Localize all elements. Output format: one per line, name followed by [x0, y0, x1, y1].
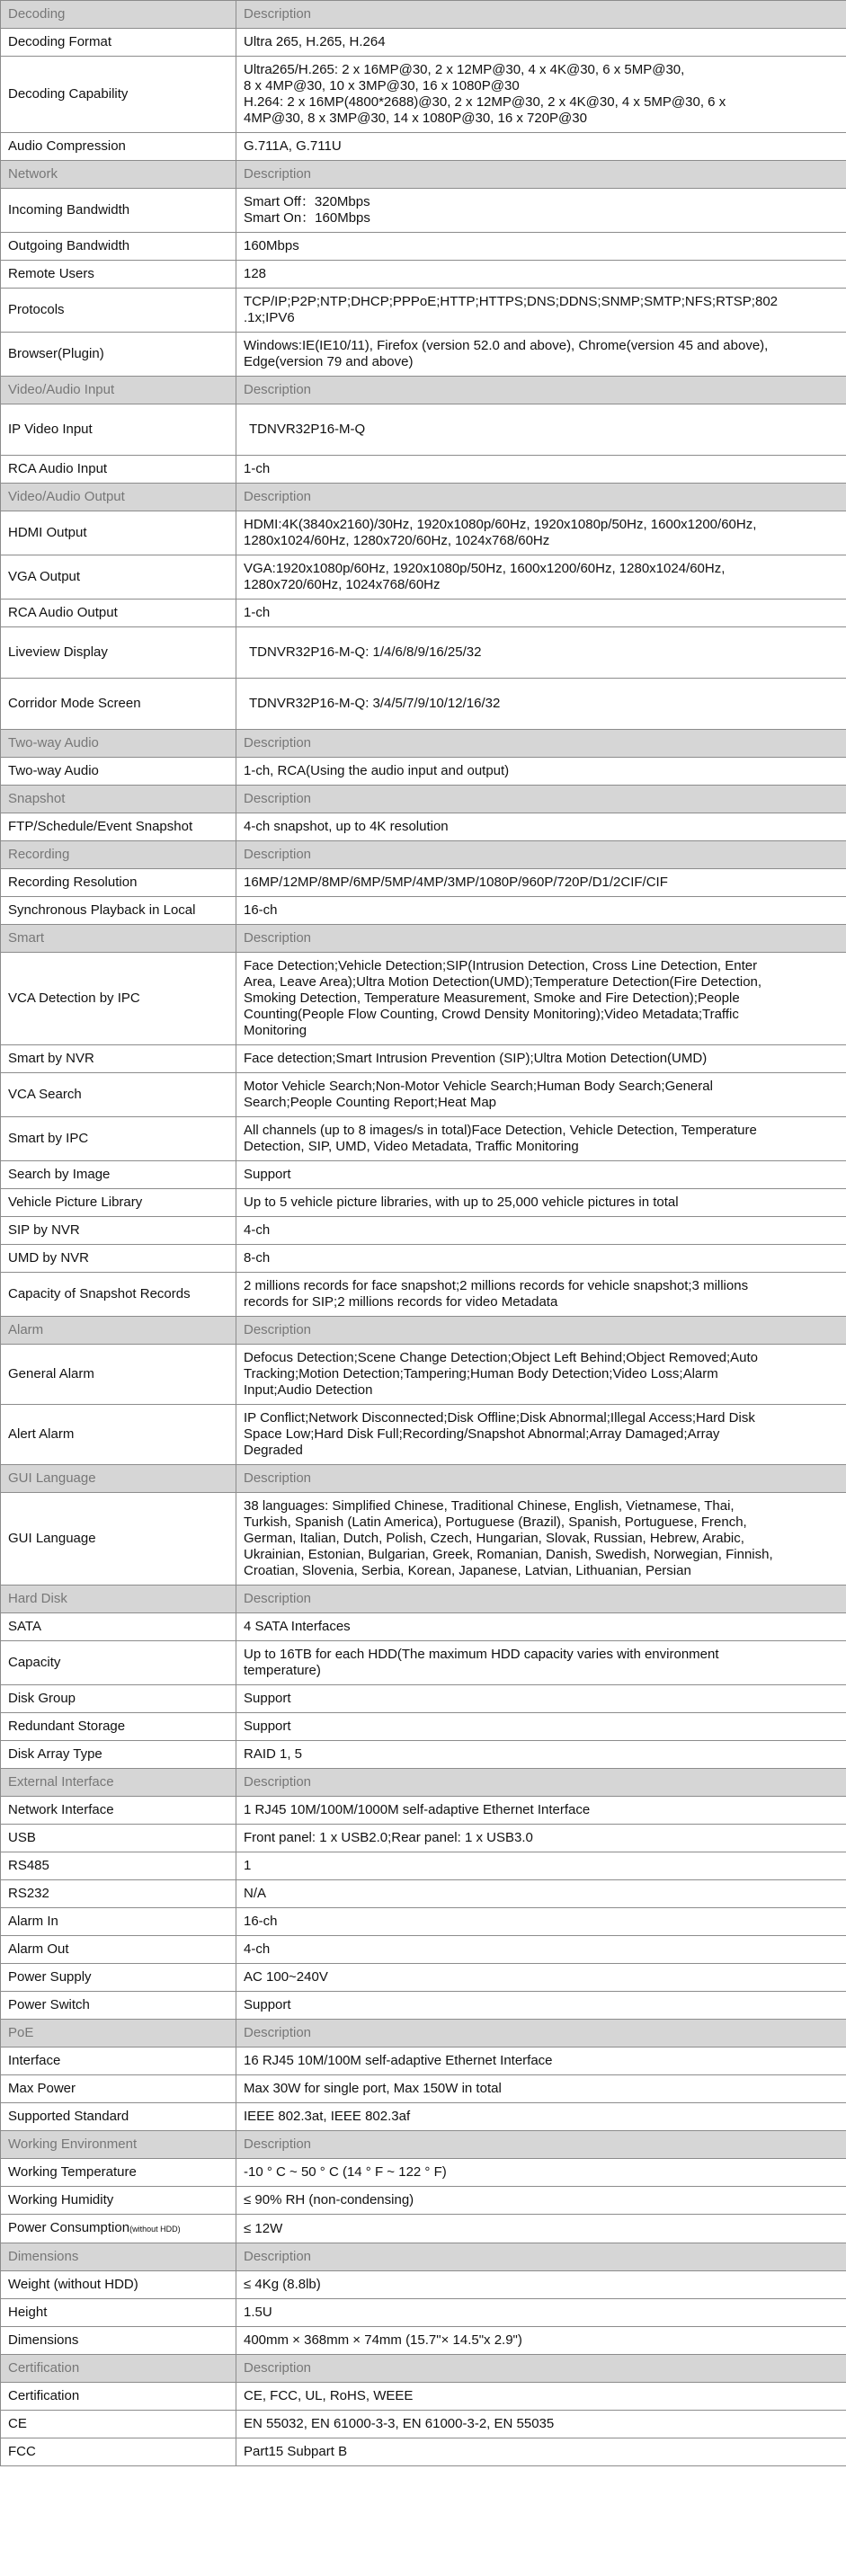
spec-value: ≤ 12W: [236, 2215, 846, 2243]
section-description-label: Description: [236, 1, 846, 29]
spec-value: Support: [236, 1685, 846, 1713]
spec-name: [1, 57, 236, 133]
spec-row: [1, 1161, 846, 1189]
spec-name: [1, 953, 236, 1045]
spec-value: 1: [236, 1852, 846, 1880]
section-title: Smart: [1, 925, 236, 953]
section-title: Decoding: [1, 1, 236, 29]
spec-name: [1, 1493, 236, 1586]
spec-name-text: Interface: [8, 2053, 61, 2068]
spec-name-text: Redundant Storage: [8, 1719, 126, 1734]
spec-value: Part15 Subpart B: [236, 2438, 846, 2466]
section-header-row: [1, 2355, 846, 2383]
spec-table-body: [1, 1, 846, 2466]
spec-name: [1, 813, 236, 841]
section-title: Hard Disk: [1, 1586, 236, 1613]
spec-name-text: Two-way Audio: [8, 763, 99, 778]
spec-value: Face Detection;Vehicle Detection;SIP(Intrusion Detection, Cross Line Detection, Enter Area, Leave Area);Ultra Motion Detection(UMD);Temperature Detection(Fire Detection, Smoking Detection, Temperature Measurement, Smoke and Fire Detection);People Counting(People Flow Counting, Crowd Density Monitoring);Video Metadata;Traffic Monitoring: [236, 953, 846, 1045]
spec-name: [1, 897, 236, 925]
spec-name-text: Capacity of Snapshot Records: [8, 1286, 191, 1301]
spec-name: [1, 1992, 236, 2020]
spec-name-text: VCA Detection by IPC: [8, 990, 140, 1006]
section-header-row: [1, 1769, 846, 1797]
spec-value: 16-ch: [236, 897, 846, 925]
spec-name: [1, 1161, 236, 1189]
spec-name: [1, 1641, 236, 1685]
spec-value: Smart Off：320Mbps Smart On：160Mbps: [236, 189, 846, 233]
spec-row: [1, 1405, 846, 1465]
spec-row: [1, 2299, 846, 2327]
spec-row: [1, 758, 846, 786]
spec-value: EN 55032, EN 61000-3-3, EN 61000-3-2, EN 55035: [236, 2411, 846, 2438]
section-description-label: Description: [236, 1317, 846, 1345]
spec-value: HDMI:4K(3840x2160)/30Hz, 1920x1080p/60Hz, 1920x1080p/50Hz, 1600x1200/60Hz, 1280x1024/60Hz, 1280x720/60Hz, 1024x768/60Hz: [236, 511, 846, 555]
section-header-row: [1, 161, 846, 189]
spec-name-text: SIP by NVR: [8, 1222, 80, 1238]
spec-name: [1, 1964, 236, 1992]
spec-name: [1, 1880, 236, 1908]
spec-value: ≤ 90% RH (non-condensing): [236, 2187, 846, 2215]
spec-row: [1, 511, 846, 555]
spec-row: [1, 1045, 846, 1073]
spec-value: 16MP/12MP/8MP/6MP/5MP/4MP/3MP/1080P/960P/720P/D1/2CIF/CIF: [236, 869, 846, 897]
spec-row: [1, 404, 846, 456]
section-header-row: [1, 1586, 846, 1613]
spec-value: Ultra265/H.265: 2 x 16MP@30, 2 x 12MP@30, 4 x 4K@30, 6 x 5MP@30, 8 x 4MP@30, 10 x 3MP@30, 16 x 1080P@30 H.264: 2 x 16MP(4800*2688)@30, 2 x 12MP@30, 2 x 4K@30, 4 x 5MP@30, 6 x 4MP@30, 8 x 3MP@30, 14 x 1080P@30, 16 x 720P@30: [236, 57, 846, 133]
spec-name: [1, 1825, 236, 1852]
spec-row: [1, 133, 846, 161]
spec-value: Windows:IE(IE10/11), Firefox (version 52.0 and above), Chrome(version 45 and above), Edge(version 79 and above): [236, 333, 846, 377]
spec-name: [1, 758, 236, 786]
spec-name: [1, 2271, 236, 2299]
spec-name-text: FTP/Schedule/Event Snapshot: [8, 819, 193, 834]
spec-name-text: RS232: [8, 1886, 49, 1901]
spec-name: [1, 1345, 236, 1405]
section-description-label: Description: [236, 1465, 846, 1493]
spec-name: [1, 1613, 236, 1641]
section-header-row: [1, 786, 846, 813]
spec-row: [1, 1741, 846, 1769]
spec-name: [1, 29, 236, 57]
spec-name-text: VGA Output: [8, 569, 81, 584]
spec-row: [1, 555, 846, 600]
spec-name-text: Search by Image: [8, 1167, 111, 1182]
spec-name-text: Alert Alarm: [8, 1426, 75, 1442]
spec-name: [1, 2159, 236, 2187]
section-title: External Interface: [1, 1769, 236, 1797]
section-title: Video/Audio Output: [1, 484, 236, 511]
spec-value: Max 30W for single port, Max 150W in total: [236, 2075, 846, 2103]
spec-row: [1, 333, 846, 377]
section-title: Dimensions: [1, 2243, 236, 2271]
section-description-label: Description: [236, 2243, 846, 2271]
spec-row: [1, 1245, 846, 1273]
section-description-label: Description: [236, 925, 846, 953]
spec-value: 128: [236, 261, 846, 289]
spec-name: [1, 1117, 236, 1161]
spec-name-text: Alarm In: [8, 1914, 58, 1929]
spec-name-text: General Alarm: [8, 1366, 94, 1381]
spec-value: VGA:1920x1080p/60Hz, 1920x1080p/50Hz, 1600x1200/60Hz, 1280x1024/60Hz, 1280x720/60Hz, 1024x768/60Hz: [236, 555, 846, 600]
section-header-row: [1, 484, 846, 511]
spec-name: [1, 133, 236, 161]
spec-value: TDNVR32P16-M-Q: [236, 404, 846, 456]
spec-row: [1, 2187, 846, 2215]
spec-value: Motor Vehicle Search;Non-Motor Vehicle Search;Human Body Search;General Search;People Counting Report;Heat Map: [236, 1073, 846, 1117]
spec-name-text: Disk Group: [8, 1691, 76, 1706]
spec-name: [1, 1936, 236, 1964]
spec-name-text: Liveview Display: [8, 644, 108, 660]
spec-value: -10 ° C ~ 50 ° C (14 ° F ~ 122 ° F): [236, 2159, 846, 2187]
spec-value: Support: [236, 1713, 846, 1741]
spec-row: [1, 1189, 846, 1217]
spec-row: [1, 2215, 846, 2243]
section-header-row: [1, 1317, 846, 1345]
spec-name-text: Disk Array Type: [8, 1746, 102, 1762]
section-title: Snapshot: [1, 786, 236, 813]
spec-value: 8-ch: [236, 1245, 846, 1273]
spec-value: TCP/IP;P2P;NTP;DHCP;PPPoE;HTTP;HTTPS;DNS;DDNS;SNMP;SMTP;NFS;RTSP;802 .1x;IPV6: [236, 289, 846, 333]
spec-name-text: Weight (without HDD): [8, 2277, 138, 2292]
section-description-label: Description: [236, 730, 846, 758]
spec-name: [1, 2187, 236, 2215]
spec-name-text: Max Power: [8, 2081, 76, 2096]
spec-name-text: Corridor Mode Screen: [8, 696, 141, 711]
spec-name: [1, 627, 236, 679]
spec-name-text: RCA Audio Output: [8, 605, 118, 620]
spec-row: [1, 813, 846, 841]
section-title: Recording: [1, 841, 236, 869]
spec-name: [1, 2438, 236, 2466]
spec-row: [1, 1493, 846, 1586]
section-title: Alarm: [1, 1317, 236, 1345]
spec-value: Support: [236, 1992, 846, 2020]
spec-name: [1, 2299, 236, 2327]
spec-row: [1, 261, 846, 289]
spec-name-text: HDMI Output: [8, 525, 87, 540]
section-description-label: Description: [236, 1769, 846, 1797]
spec-value: 4 SATA Interfaces: [236, 1613, 846, 1641]
spec-row: [1, 2075, 846, 2103]
spec-row: [1, 1797, 846, 1825]
spec-name-text: GUI Language: [8, 1531, 96, 1546]
spec-name-text: Height: [8, 2305, 48, 2320]
spec-name: [1, 1045, 236, 1073]
spec-name: [1, 2383, 236, 2411]
spec-value: IP Conflict;Network Disconnected;Disk Offline;Disk Abnormal;Illegal Access;Hard Disk Space Low;Hard Disk Full;Recording/Snapshot Abnormal;Array Damaged;Array Degraded: [236, 1405, 846, 1465]
spec-name-text: Decoding Format: [8, 34, 112, 49]
spec-name: [1, 679, 236, 730]
spec-name-text: SATA: [8, 1619, 41, 1634]
section-header-row: [1, 1465, 846, 1493]
spec-name: [1, 555, 236, 600]
spec-name: [1, 261, 236, 289]
spec-name: [1, 1189, 236, 1217]
spec-value: Up to 5 vehicle picture libraries, with up to 25,000 vehicle pictures in total: [236, 1189, 846, 1217]
section-description-label: Description: [236, 377, 846, 404]
spec-name: [1, 1685, 236, 1713]
spec-value: Front panel: 1 x USB2.0;Rear panel: 1 x USB3.0: [236, 1825, 846, 1852]
spec-name-text: FCC: [8, 2444, 36, 2459]
spec-value: Support: [236, 1161, 846, 1189]
spec-name: [1, 233, 236, 261]
section-header-row: [1, 2131, 846, 2159]
spec-row: [1, 1825, 846, 1852]
spec-name-text: Working Humidity: [8, 2192, 114, 2207]
section-description-label: Description: [236, 2131, 846, 2159]
spec-name: [1, 1852, 236, 1880]
spec-row: [1, 1992, 846, 2020]
spec-name: [1, 1713, 236, 1741]
spec-name: [1, 1405, 236, 1465]
spec-value: 1 RJ45 10M/100M/1000M self-adaptive Ethernet Interface: [236, 1797, 846, 1825]
spec-row: [1, 1936, 846, 1964]
section-description-label: Description: [236, 161, 846, 189]
section-title: PoE: [1, 2020, 236, 2047]
spec-name: [1, 333, 236, 377]
spec-value: 400mm × 368mm × 74mm (15.7"× 14.5"x 2.9"): [236, 2327, 846, 2355]
spec-name-text: Vehicle Picture Library: [8, 1195, 143, 1210]
spec-name-note: (without HDD): [129, 2225, 181, 2234]
section-title: Video/Audio Input: [1, 377, 236, 404]
spec-name-text: Working Temperature: [8, 2164, 137, 2180]
spec-value: IEEE 802.3at, IEEE 802.3af: [236, 2103, 846, 2131]
spec-name: [1, 1273, 236, 1317]
spec-name: [1, 1217, 236, 1245]
section-header-row: [1, 841, 846, 869]
spec-row: [1, 1852, 846, 1880]
spec-name-text: Remote Users: [8, 266, 94, 281]
spec-name-text: IP Video Input: [8, 422, 93, 437]
spec-name-text: Incoming Bandwidth: [8, 202, 130, 218]
spec-name: [1, 511, 236, 555]
spec-name: [1, 456, 236, 484]
spec-row: [1, 2159, 846, 2187]
spec-value: Ultra 265, H.265, H.264: [236, 29, 846, 57]
spec-name-text: Smart by NVR: [8, 1051, 94, 1066]
spec-value: 1-ch: [236, 600, 846, 627]
spec-name-text: Decoding Capability: [8, 86, 129, 102]
spec-value: AC 100~240V: [236, 1964, 846, 1992]
spec-row: [1, 1273, 846, 1317]
spec-name-text: Synchronous Playback in Local: [8, 902, 196, 918]
spec-row: [1, 1685, 846, 1713]
spec-name-text: Smart by IPC: [8, 1131, 89, 1146]
section-description-label: Description: [236, 2020, 846, 2047]
spec-row: [1, 897, 846, 925]
spec-name: [1, 404, 236, 456]
spec-name: [1, 189, 236, 233]
spec-name-text: Recording Resolution: [8, 875, 138, 890]
spec-row: [1, 2271, 846, 2299]
spec-name-text: Certification: [8, 2388, 80, 2403]
spec-row: [1, 29, 846, 57]
section-description-label: Description: [236, 1586, 846, 1613]
section-header-row: [1, 1, 846, 29]
spec-row: [1, 2411, 846, 2438]
section-title: Two-way Audio: [1, 730, 236, 758]
spec-value: TDNVR32P16-M-Q: 3/4/5/7/9/10/12/16/32: [236, 679, 846, 730]
spec-row: [1, 1117, 846, 1161]
spec-row: [1, 2383, 846, 2411]
spec-row: [1, 869, 846, 897]
spec-row: [1, 953, 846, 1045]
spec-name: [1, 2047, 236, 2075]
spec-name: [1, 2075, 236, 2103]
spec-value: 4-ch: [236, 1217, 846, 1245]
spec-name-text: Supported Standard: [8, 2109, 129, 2124]
spec-value: Defocus Detection;Scene Change Detection;Object Left Behind;Object Removed;Auto Tracking;Motion Detection;Tampering;Human Body Detection;Video Loss;Alarm Input;Audio Detection: [236, 1345, 846, 1405]
spec-row: [1, 289, 846, 333]
spec-name-text: VCA Search: [8, 1087, 82, 1102]
spec-value: 2 millions records for face snapshot;2 millions records for vehicle snapshot;3 millions records for SIP;2 millions records for video Metadata: [236, 1273, 846, 1317]
spec-name-text: UMD by NVR: [8, 1250, 90, 1266]
spec-name: [1, 2103, 236, 2131]
spec-row: [1, 2327, 846, 2355]
spec-value: 1-ch: [236, 456, 846, 484]
spec-name: [1, 2327, 236, 2355]
section-description-label: Description: [236, 484, 846, 511]
section-title: Network: [1, 161, 236, 189]
section-header-row: [1, 730, 846, 758]
spec-name: [1, 1073, 236, 1117]
spec-name-text: RCA Audio Input: [8, 461, 108, 476]
spec-value: 4-ch: [236, 1936, 846, 1964]
spec-row: [1, 2103, 846, 2131]
spec-row: [1, 1880, 846, 1908]
spec-value: 1-ch, RCA(Using the audio input and output): [236, 758, 846, 786]
spec-name-text: Protocols: [8, 302, 65, 317]
spec-name: [1, 1797, 236, 1825]
spec-row: [1, 57, 846, 133]
spec-row: [1, 456, 846, 484]
spec-name-text: Power Switch: [8, 1997, 90, 2012]
section-title: Certification: [1, 2355, 236, 2383]
spec-value: 16-ch: [236, 1908, 846, 1936]
section-description-label: Description: [236, 841, 846, 869]
spec-row: [1, 233, 846, 261]
spec-row: [1, 2438, 846, 2466]
spec-row: [1, 1641, 846, 1685]
section-header-row: [1, 2243, 846, 2271]
spec-row: [1, 1073, 846, 1117]
spec-name: [1, 869, 236, 897]
spec-row: [1, 1613, 846, 1641]
spec-value: ≤ 4Kg (8.8lb): [236, 2271, 846, 2299]
spec-row: [1, 1217, 846, 1245]
spec-name: [1, 1245, 236, 1273]
spec-row: [1, 627, 846, 679]
section-header-row: [1, 925, 846, 953]
spec-name: [1, 1908, 236, 1936]
spec-value: All channels (up to 8 images/s in total)Face Detection, Vehicle Detection, Temperature Detection, SIP, UMD, Video Metadata, Traffic Monitoring: [236, 1117, 846, 1161]
spec-value: Up to 16TB for each HDD(The maximum HDD capacity varies with environment temperature): [236, 1641, 846, 1685]
spec-row: [1, 1713, 846, 1741]
section-title: Working Environment: [1, 2131, 236, 2159]
spec-value: CE, FCC, UL, RoHS, WEEE: [236, 2383, 846, 2411]
spec-value: Face detection;Smart Intrusion Prevention (SIP);Ultra Motion Detection(UMD): [236, 1045, 846, 1073]
spec-name-text: RS485: [8, 1858, 49, 1873]
spec-name-text: Capacity: [8, 1655, 61, 1670]
spec-value: G.711A, G.711U: [236, 133, 846, 161]
spec-value: 16 RJ45 10M/100M self-adaptive Ethernet Interface: [236, 2047, 846, 2075]
section-header-row: [1, 2020, 846, 2047]
spec-value: 4-ch snapshot, up to 4K resolution: [236, 813, 846, 841]
spec-name-text: Power Consumption: [8, 2220, 130, 2235]
spec-row: [1, 1345, 846, 1405]
spec-value: 38 languages: Simplified Chinese, Traditional Chinese, English, Vietnamese, Thai, Turkish, Spanish (Latin America), Portuguese (Brazil), Spanish, Portuguese, French, German, Italian, Dutch, Polish, Czech, Hungarian, Slovak, Russian, Hebrew, Arabic, Ukrainian, Estonian, Bulgarian, Greek, Romanian, Danish, Swedish, Norwegian, Finnish, Croatian, Slovenia, Serbia, Korean, Japanese, Latvian, Lithuanian, Persian: [236, 1493, 846, 1586]
spec-value: 1.5U: [236, 2299, 846, 2327]
section-description-label: Description: [236, 2355, 846, 2383]
spec-row: [1, 189, 846, 233]
spec-value: TDNVR32P16-M-Q: 1/4/6/8/9/16/25/32: [236, 627, 846, 679]
spec-name-text: CE: [8, 2416, 27, 2431]
spec-name: [1, 600, 236, 627]
spec-row: [1, 600, 846, 627]
section-header-row: [1, 377, 846, 404]
spec-row: [1, 679, 846, 730]
spec-name-text: Dimensions: [8, 2332, 79, 2348]
spec-name: [1, 2411, 236, 2438]
spec-name-text: Outgoing Bandwidth: [8, 238, 130, 253]
spec-name-text: Audio Compression: [8, 138, 126, 154]
section-description-label: Description: [236, 786, 846, 813]
spec-name: [1, 289, 236, 333]
section-title: GUI Language: [1, 1465, 236, 1493]
spec-value: 160Mbps: [236, 233, 846, 261]
spec-value: N/A: [236, 1880, 846, 1908]
spec-value: RAID 1, 5: [236, 1741, 846, 1769]
spec-row: [1, 2047, 846, 2075]
spec-name-text: Power Supply: [8, 1969, 92, 1985]
spec-name-text: Alarm Out: [8, 1941, 69, 1957]
spec-row: [1, 1908, 846, 1936]
spec-name: [1, 1741, 236, 1769]
spec-name: [1, 2215, 236, 2243]
spec-name-text: Browser(Plugin): [8, 346, 104, 361]
spec-row: [1, 1964, 846, 1992]
spec-name-text: USB: [8, 1830, 36, 1845]
spec-name-text: Network Interface: [8, 1802, 114, 1817]
